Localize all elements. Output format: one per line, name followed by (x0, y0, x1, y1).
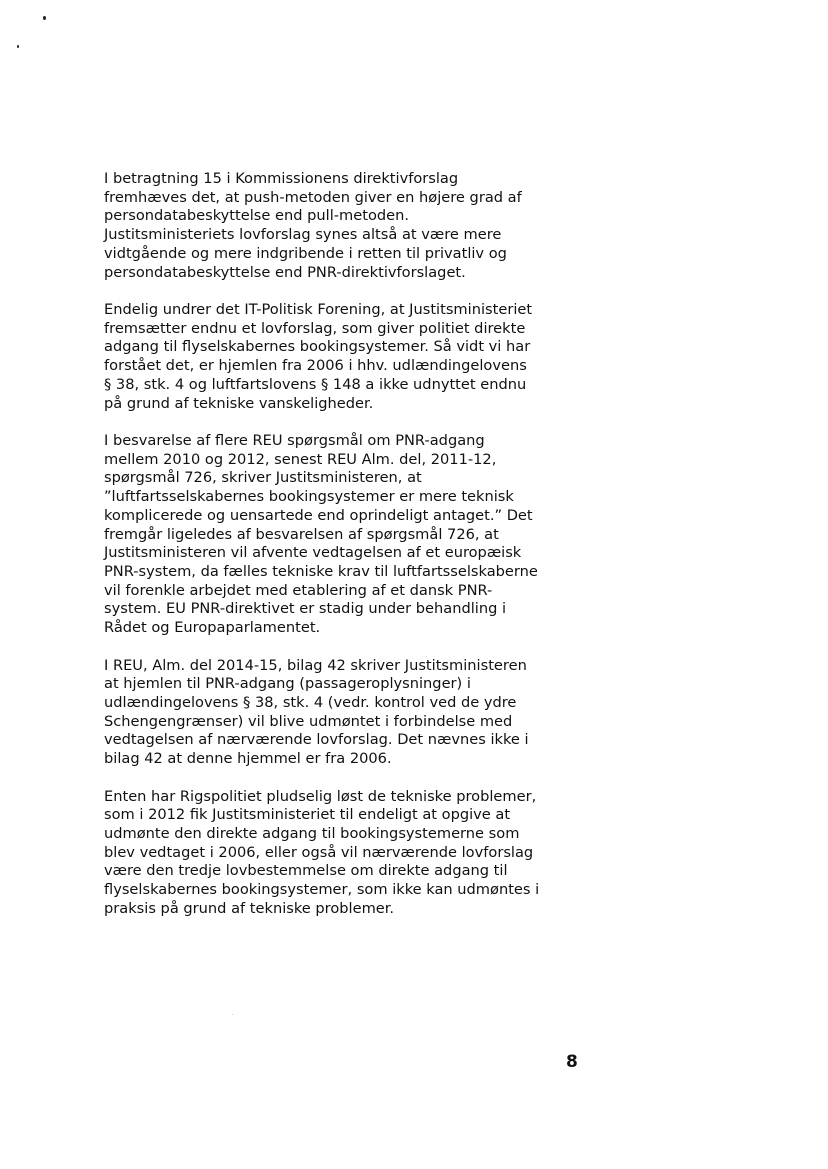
text-line: blev vedtaget i 2006, eller også vil nærværende lovforslag (104, 843, 534, 861)
text-line: spørgsmål 726, skriver Justitsministeren, at (104, 469, 422, 487)
page-number: 8 (566, 1052, 578, 1072)
text-line: som i 2012 fik Justitsministeriet til endeligt at opgive at (104, 806, 511, 824)
text-line: Schengengrænser) vil blive udmøntet i forbindelse med (104, 712, 513, 730)
text-line: at hjemlen til PNR-adgang (passageroplysninger) i (104, 675, 471, 693)
text-line: Rådet og Europaparlamentet. (104, 619, 321, 637)
text-line: komplicerede og uensartede end oprindeligt antaget.” Det (104, 506, 533, 524)
text-line: § 38, stk. 4 og luftfartslovens § 148 a ikke udnyttet endnu (104, 375, 527, 393)
text-line: udlændingelovens § 38, stk. 4 (vedr. kontrol ved de ydre (104, 693, 517, 711)
text-line: Justitsministeriets lovforslag synes altså at være mere (104, 226, 502, 244)
text-line: udmønte den direkte adgang til bookingsystemerne som (104, 824, 520, 842)
text-line: vedtagelsen af nærværende lovforslag. Det nævnes ikke i (104, 731, 529, 749)
text-line: bilag 42 at denne hjemmel er fra 2006. (104, 750, 392, 768)
scan-speck (43, 16, 46, 20)
paragraph-technical-problems (104, 788, 594, 919)
text-line: praksis på grund af tekniske problemer. (104, 899, 395, 917)
text-line: ”luftfartsselskabernes bookingsystemer er mere teknisk (104, 488, 514, 506)
text-line: adgang til flyselskabernes bookingsystemer. Så vidt vi har (104, 338, 531, 356)
body-text (104, 170, 594, 937)
text-line: PNR-system, da fælles tekniske krav til luftfartsselskaberne (104, 562, 538, 580)
paragraph-bilag-42 (104, 657, 594, 769)
paragraph-push-method (104, 170, 594, 282)
text-line: fremsætter endnu et lovforslag, som giver politiet direkte (104, 319, 526, 337)
scan-speck (17, 45, 19, 48)
scan-speck (232, 1014, 233, 1015)
text-line: Endelig undrer det IT-Politisk Forening, at Justitsministeriet (104, 301, 533, 319)
text-line: på grund af tekniske vanskeligheder. (104, 394, 374, 412)
paragraph-reu-answers (104, 432, 594, 638)
text-line: I REU, Alm. del 2014-15, bilag 42 skriver Justitsministeren (104, 656, 527, 674)
text-line: system. EU PNR-direktivet er stadig under behandling i (104, 600, 507, 618)
text-line: Justitsministeren vil afvente vedtagelsen af et europæisk (104, 544, 522, 562)
text-line: vidtgående og mere indgribende i retten til privatliv og (104, 244, 507, 262)
text-line: være den tredje lovbestemmelse om direkte adgang til (104, 862, 508, 880)
text-line: forstået det, er hjemlen fra 2006 i hhv. udlændingelovens (104, 357, 527, 375)
text-line: Enten har Rigspolitiet pludselig løst de tekniske problemer, (104, 787, 537, 805)
paragraph-booking-access (104, 301, 594, 413)
text-line: I betragtning 15 i Kommissionens direktivforslag (104, 170, 459, 187)
text-line: persondatabeskyttelse end pull-metoden. (104, 207, 410, 225)
text-line: I besvarelse af flere REU spørgsmål om PNR-adgang (104, 432, 485, 450)
text-line: persondatabeskyttelse end PNR-direktivforslaget. (104, 263, 466, 281)
text-line: fremgår ligeledes af besvarelsen af spørgsmål 726, at (104, 525, 499, 543)
text-line: fremhæves det, at push-metoden giver en højere grad af (104, 188, 522, 206)
text-line: flyselskabernes bookingsystemer, som ikke kan udmøntes i (104, 881, 540, 899)
text-line: vil forenkle arbejdet med etablering af et dansk PNR- (104, 581, 493, 599)
text-line: mellem 2010 og 2012, senest REU Alm. del, 2011-12, (104, 450, 497, 468)
